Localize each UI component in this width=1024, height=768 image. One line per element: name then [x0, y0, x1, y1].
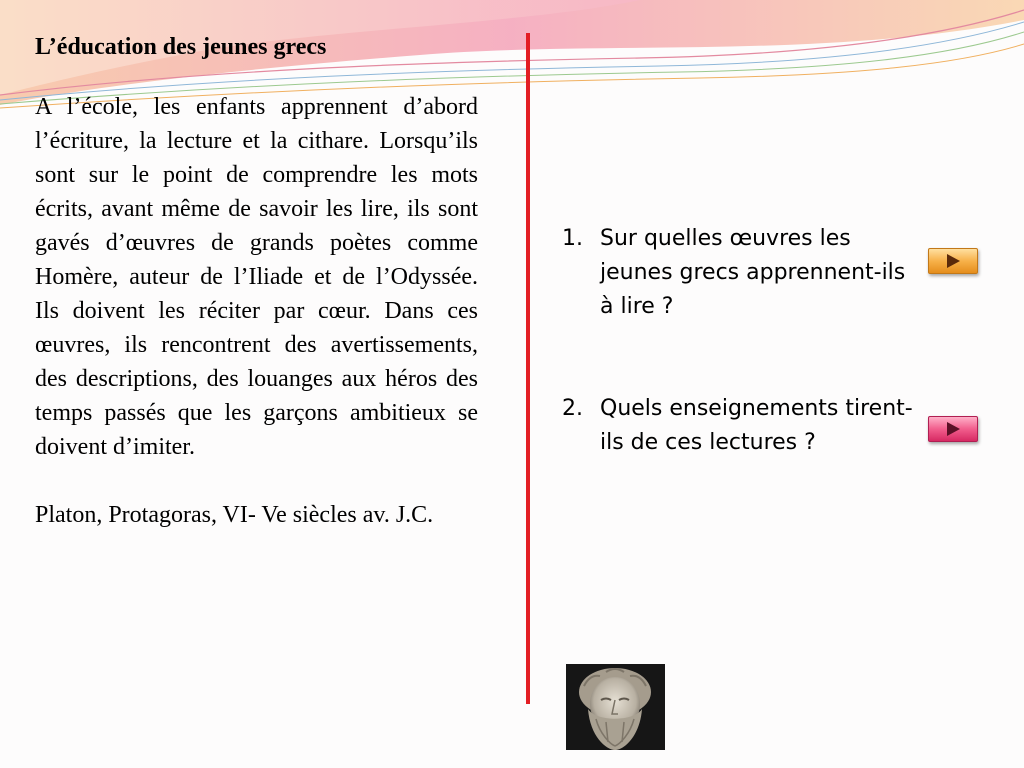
reading-text: A l’école, les enfants apprennent d’abord l’écriture, la lecture et la cithare. Lorsqu’ils sont sur le point de comprendre les mots écrits, avant même de savoir les lire, ils sont gavés d’œuvres de grands poètes comme Homère, auteur de l’Iliade et de l’Odyssée. Ils doivent les réciter par cœur. Dans ces œuvres, ils rencontrent des avertissements, des descriptions, des louanges aux héros des temps passés que les garçons ambitieux se doivent d’imiter. — [35, 94, 478, 460]
slide-title: L’éducation des jeunes grecs — [35, 34, 327, 60]
question-2-play-button[interactable] — [928, 416, 978, 442]
text-source: Platon, Protagoras, VI- Ve siècles av. J.C. — [35, 502, 434, 528]
question-number: 1. — [562, 226, 583, 251]
question-text: Quels enseignements tirent-ils de ces lectures ? — [600, 396, 913, 455]
question-item — [562, 392, 922, 460]
play-icon — [947, 254, 960, 268]
question-list — [562, 222, 922, 460]
play-icon — [947, 422, 960, 436]
question-1-play-button[interactable] — [928, 248, 978, 274]
question-number: 2. — [562, 396, 583, 421]
vertical-divider — [526, 33, 530, 704]
reading-text-panel — [35, 30, 478, 532]
question-text: Sur quelles œuvres les jeunes grecs apprennent-ils à lire ? — [600, 226, 906, 319]
homer-bust-icon — [566, 664, 665, 750]
question-item — [562, 222, 922, 324]
